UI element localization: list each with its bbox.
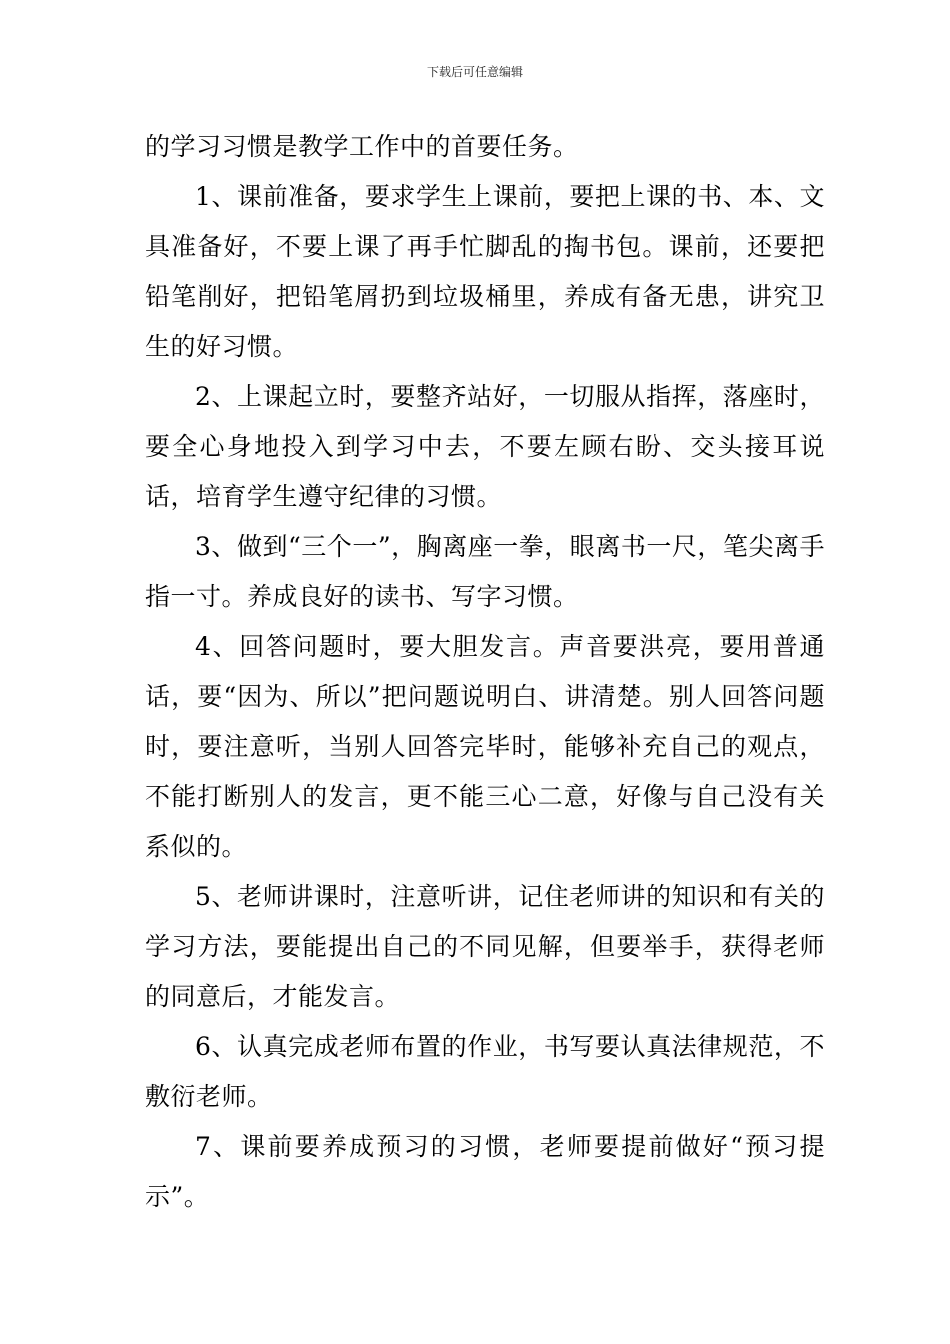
paragraph-item-7: 7、课前要养成预习的习惯，老师要提前做好“预习提示”。 — [145, 1132, 825, 1211]
paragraph-item-5: 5、老师讲课时，注意听讲，记住老师讲的知识和有关的学习方法，要能提出自己的不同见解，但要举手，获得老师的同意后，才能发言。 — [145, 882, 825, 1011]
paragraph-item-2: 2、上课起立时，要整齐站好，一切服从指挥，落座时，要全心身地投入到学习中去，不要左顾右盼、交头接耳说话，培育学生遵守纪律的习惯。 — [145, 382, 825, 511]
paragraph-item-4: 4、回答问题时，要大胆发言。声音要洪亮，要用普通话，要“因为、所以”把问题说明白、讲清楚。别人回答问题时，要注意听，当别人回答完毕时，能够补充自己的观点，不能打断别人的发言，更不能三心二意，好像与自己没有关系似的。 — [145, 632, 825, 861]
page-header: 下载后可任意编辑 — [426, 65, 523, 79]
paragraph-intro: 的学习习惯是教学工作中的首要任务。 — [145, 132, 579, 161]
paragraph-item-6: 6、认真完成老师布置的作业，书写要认真法律规范，不敷衍老师。 — [145, 1032, 825, 1111]
document-body — [145, 122, 825, 1222]
paragraph-item-3: 3、做到“三个一”，胸离座一拳，眼离书一尺，笔尖离手指一寸。养成良好的读书、写字习惯。 — [145, 532, 825, 611]
paragraph-item-1: 1、课前准备，要求学生上课前，要把上课的书、本、文具准备好，不要上课了再手忙脚乱的掏书包。课前，还要把铅笔削好，把铅笔屑扔到垃圾桶里，养成有备无患，讲究卫生的好习惯。 — [145, 182, 825, 361]
